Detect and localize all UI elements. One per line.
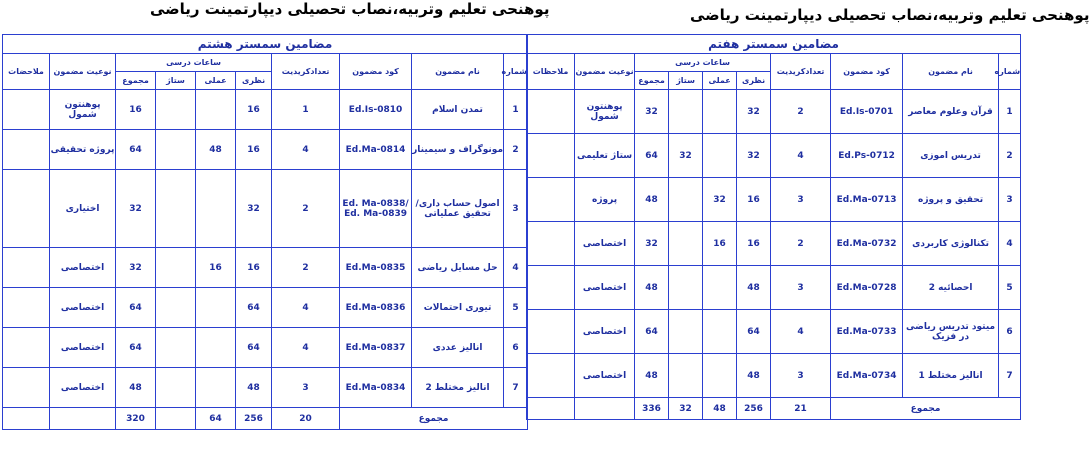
total-credits: 20 <box>272 408 340 430</box>
header-practical: عملی <box>196 72 236 90</box>
subject-code: Ed.Ma-0837 <box>340 328 412 368</box>
table-row <box>527 178 1021 222</box>
subject-code: Ed.Ma-0836 <box>340 288 412 328</box>
notes <box>527 134 575 178</box>
header-row-no: شماره <box>504 54 528 90</box>
row-no: 1 <box>504 90 528 130</box>
header-notes: ملاحضات <box>3 54 50 90</box>
row-no: 6 <box>999 310 1021 354</box>
header-hours: ساعات درسی <box>116 54 272 72</box>
subject-type: اختصاصی <box>50 368 116 408</box>
table-row <box>527 310 1021 354</box>
practical-hours: 32 <box>703 178 737 222</box>
row-no: 4 <box>504 248 528 288</box>
internship-hours <box>669 90 703 134</box>
subject-name: تکنالوژی کاربردی <box>903 222 999 266</box>
subject-code: Ed.Ps-0712 <box>831 134 903 178</box>
row-no: 7 <box>504 368 528 408</box>
subject-name: تمدن اسلام <box>412 90 504 130</box>
credits: 4 <box>771 310 831 354</box>
internship-hours <box>669 310 703 354</box>
credits: 2 <box>771 90 831 134</box>
row-no: 1 <box>999 90 1021 134</box>
totals-label: مجموع <box>831 398 1021 420</box>
total-hours: 32 <box>116 248 156 288</box>
credits: 3 <box>771 354 831 398</box>
header-notes: ملاحظات <box>527 54 575 90</box>
theory-hours: 48 <box>737 354 771 398</box>
header-practical: عملی <box>703 72 737 90</box>
subject-code: Ed.Ma-0835 <box>340 248 412 288</box>
total-theory: 256 <box>236 408 272 430</box>
credits: 3 <box>272 368 340 408</box>
header-code: کود مضمون <box>831 54 903 90</box>
header-internship: ستاژ <box>156 72 196 90</box>
notes <box>527 90 575 134</box>
subject-name: انالیز عددی <box>412 328 504 368</box>
semester-title: مضامین سمستر هفتم <box>527 35 1021 54</box>
subject-type: اختصاصی <box>50 288 116 328</box>
credits: 4 <box>272 288 340 328</box>
total-hours: 48 <box>635 178 669 222</box>
internship-hours <box>156 90 196 130</box>
total-theory: 256 <box>737 398 771 420</box>
header-code: کود مضمون <box>340 54 412 90</box>
practical-hours <box>703 354 737 398</box>
total-hours: 16 <box>116 90 156 130</box>
header-subject: نام مضمون <box>412 54 504 90</box>
table-row <box>3 90 528 130</box>
total-hours-sum: 336 <box>635 398 669 420</box>
header-row-no: شماره <box>999 54 1021 90</box>
theory-hours: 16 <box>236 130 272 170</box>
credits: 2 <box>272 248 340 288</box>
header-total: مجموع <box>116 72 156 90</box>
total-practical: 64 <box>196 408 236 430</box>
total-hours: 64 <box>116 130 156 170</box>
header-internship: ستاژ <box>669 72 703 90</box>
table-row <box>527 134 1021 178</box>
row-no: 2 <box>504 130 528 170</box>
table-row <box>3 328 528 368</box>
notes <box>3 130 50 170</box>
table-row <box>3 130 528 170</box>
subject-name: تیوری احتمالات <box>412 288 504 328</box>
notes <box>3 90 50 130</box>
total-hours-sum: 320 <box>116 408 156 430</box>
total-hours: 48 <box>635 266 669 310</box>
subject-name: حل مسایل ریاضی <box>412 248 504 288</box>
notes <box>527 222 575 266</box>
notes <box>3 328 50 368</box>
theory-hours: 16 <box>737 178 771 222</box>
subject-name: انالیز مختلط 1 <box>903 354 999 398</box>
practical-hours: 16 <box>196 248 236 288</box>
subject-name: احصائیه 2 <box>903 266 999 310</box>
internship-hours <box>669 266 703 310</box>
subject-type: پوهنتون شمول <box>50 90 116 130</box>
totals-empty <box>3 408 50 430</box>
total-internship <box>156 408 196 430</box>
header-hours: ساعات درسی <box>635 54 771 72</box>
subject-code: Ed.Ma-0728 <box>831 266 903 310</box>
subject-name: قرآن وعلوم معاصر <box>903 90 999 134</box>
theory-hours: 32 <box>737 134 771 178</box>
row-no: 5 <box>504 288 528 328</box>
subject-type: اختصاصی <box>50 328 116 368</box>
total-hours: 48 <box>116 368 156 408</box>
subject-name: انالیز مختلط 2 <box>412 368 504 408</box>
subject-type: پروژه <box>575 178 635 222</box>
table-row <box>3 368 528 408</box>
practical-hours <box>703 90 737 134</box>
credits: 1 <box>272 90 340 130</box>
table-row <box>3 248 528 288</box>
internship-hours <box>156 170 196 248</box>
credits: 4 <box>272 130 340 170</box>
header-theory: نظری <box>236 72 272 90</box>
theory-hours: 48 <box>737 266 771 310</box>
subject-code: Ed.Ma-0732 <box>831 222 903 266</box>
total-hours: 48 <box>635 354 669 398</box>
header-credits: تعدادکریدیت <box>771 54 831 90</box>
table-row <box>3 170 528 248</box>
notes <box>3 368 50 408</box>
total-internship: 32 <box>669 398 703 420</box>
practical-hours <box>196 328 236 368</box>
theory-hours: 64 <box>236 328 272 368</box>
subject-type: اختصاصی <box>575 354 635 398</box>
practical-hours <box>703 134 737 178</box>
subject-code: Ed.Ma-0713 <box>831 178 903 222</box>
internship-hours <box>669 222 703 266</box>
subject-name: تدریس اموزی <box>903 134 999 178</box>
header-theory: نظری <box>737 72 771 90</box>
total-hours: 32 <box>116 170 156 248</box>
notes <box>3 170 50 248</box>
semester-7-table <box>526 34 1021 420</box>
internship-hours: 32 <box>669 134 703 178</box>
total-hours: 64 <box>635 134 669 178</box>
internship-hours <box>156 248 196 288</box>
theory-hours: 16 <box>737 222 771 266</box>
totals-label: مجموع <box>340 408 528 430</box>
theory-hours: 32 <box>236 170 272 248</box>
notes <box>3 288 50 328</box>
table-row <box>3 288 528 328</box>
total-hours: 64 <box>116 288 156 328</box>
internship-hours <box>669 178 703 222</box>
semester-8-table <box>2 34 528 430</box>
total-credits: 21 <box>771 398 831 420</box>
total-hours: 64 <box>635 310 669 354</box>
theory-hours: 16 <box>236 248 272 288</box>
internship-hours <box>156 288 196 328</box>
row-no: 3 <box>999 178 1021 222</box>
total-hours: 32 <box>635 90 669 134</box>
credits: 2 <box>272 170 340 248</box>
internship-hours <box>156 368 196 408</box>
credits: 3 <box>771 178 831 222</box>
subject-type: اختصاصی <box>50 248 116 288</box>
row-no: 3 <box>504 170 528 248</box>
subject-name: تحقیق و پروژه <box>903 178 999 222</box>
internship-hours <box>156 130 196 170</box>
totals-row <box>527 398 1021 420</box>
total-hours: 32 <box>635 222 669 266</box>
notes <box>527 178 575 222</box>
header-subject: نام مضمون <box>903 54 999 90</box>
table-row <box>527 354 1021 398</box>
header-total: مجموع <box>635 72 669 90</box>
subject-type: ستاژ تعلیمی <box>575 134 635 178</box>
header-type: نوعیت مضمون <box>575 54 635 90</box>
notes <box>3 248 50 288</box>
header-type: نوعیت مضمون <box>50 54 116 90</box>
subject-code: Ed. Ma-0838/ Ed. Ma-0839 <box>340 170 412 248</box>
theory-hours: 64 <box>737 310 771 354</box>
row-no: 6 <box>504 328 528 368</box>
subject-type: اختصاصی <box>575 266 635 310</box>
subject-type: پروژه تحقیقی <box>50 130 116 170</box>
left-page-title: پوهنحی تعلیم وتربیه،نصاب تحصیلی دیپارتمینت ریاضی <box>150 0 550 18</box>
total-hours: 64 <box>116 328 156 368</box>
subject-code: Ed.Ma-0814 <box>340 130 412 170</box>
theory-hours: 16 <box>236 90 272 130</box>
subject-type: اختصاصی <box>575 222 635 266</box>
practical-hours <box>196 170 236 248</box>
semester-title: مضامین سمستر هشتم <box>3 35 528 54</box>
credits: 3 <box>771 266 831 310</box>
practical-hours <box>196 90 236 130</box>
credits: 4 <box>272 328 340 368</box>
internship-hours <box>156 328 196 368</box>
subject-code: Ed.Is-0810 <box>340 90 412 130</box>
subject-name: اصول حساب داری/ تحقیق عملیاتی <box>412 170 504 248</box>
practical-hours <box>196 288 236 328</box>
totals-empty <box>575 398 635 420</box>
totals-row <box>3 408 528 430</box>
practical-hours: 16 <box>703 222 737 266</box>
subject-code: Ed.Is-0701 <box>831 90 903 134</box>
header-credits: تعدادکریدیت <box>272 54 340 90</box>
totals-empty <box>527 398 575 420</box>
subject-code: Ed.Ma-0733 <box>831 310 903 354</box>
right-page-title: پوهنحی تعلیم وتربیه،نصاب تحصیلی دیپارتمینت ریاضی <box>690 6 1089 24</box>
subject-type: اختیاری <box>50 170 116 248</box>
credits: 2 <box>771 222 831 266</box>
row-no: 2 <box>999 134 1021 178</box>
practical-hours <box>703 310 737 354</box>
subject-code: Ed.Ma-0734 <box>831 354 903 398</box>
notes <box>527 266 575 310</box>
subject-code: Ed.Ma-0834 <box>340 368 412 408</box>
subject-name: میتود تدریس ریاضی در فزیک <box>903 310 999 354</box>
row-no: 5 <box>999 266 1021 310</box>
subject-type: پوهنتون شمول <box>575 90 635 134</box>
totals-empty <box>50 408 116 430</box>
credits: 4 <box>771 134 831 178</box>
table-row <box>527 90 1021 134</box>
internship-hours <box>669 354 703 398</box>
subject-type: اختصاصی <box>575 310 635 354</box>
subject-name: مونوگراف و سیمینار <box>412 130 504 170</box>
row-no: 7 <box>999 354 1021 398</box>
row-no: 4 <box>999 222 1021 266</box>
theory-hours: 64 <box>236 288 272 328</box>
practical-hours <box>196 368 236 408</box>
theory-hours: 48 <box>236 368 272 408</box>
table-row <box>527 222 1021 266</box>
notes <box>527 354 575 398</box>
total-practical: 48 <box>703 398 737 420</box>
practical-hours <box>703 266 737 310</box>
practical-hours: 48 <box>196 130 236 170</box>
theory-hours: 32 <box>737 90 771 134</box>
table-row <box>527 266 1021 310</box>
notes <box>527 310 575 354</box>
